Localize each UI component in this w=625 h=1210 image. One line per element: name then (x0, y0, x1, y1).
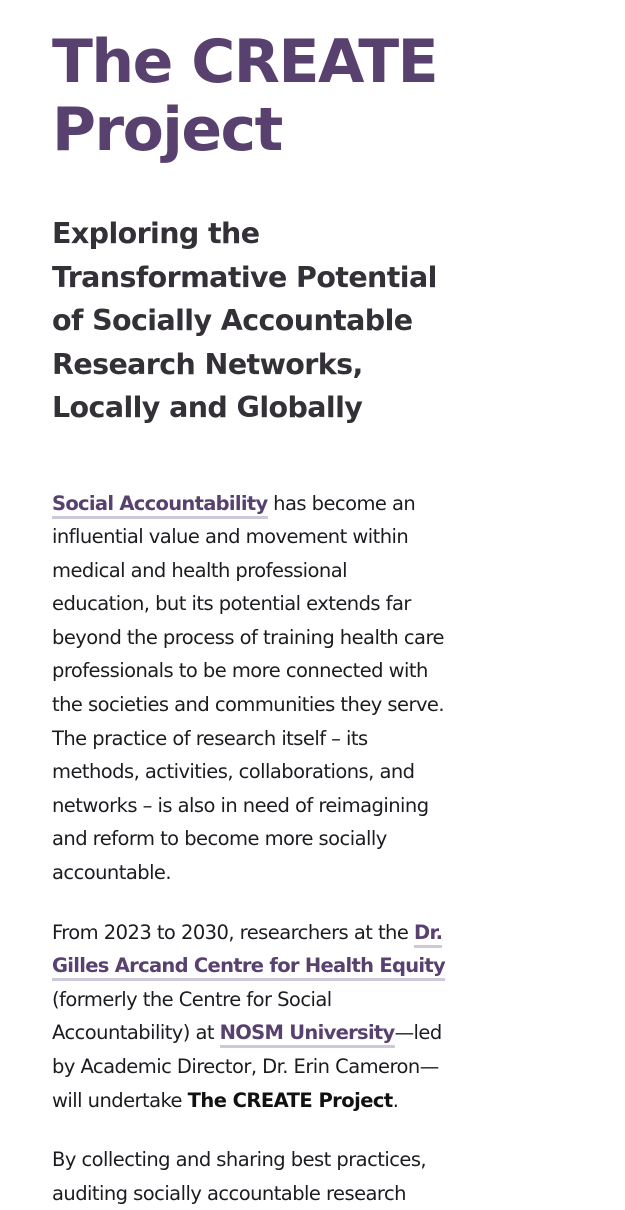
page-title-line: Project (52, 95, 282, 165)
subtitle-line: Research Networks, (52, 347, 363, 381)
page-subtitle (52, 212, 502, 430)
subtitle-line: of Socially Accountable (52, 304, 413, 337)
centre-link[interactable]: Dr. (414, 921, 442, 948)
article (52, 28, 502, 1210)
paragraph-line: accountable. (52, 861, 172, 885)
paragraph-line (52, 949, 502, 983)
text-fragment: will undertake (52, 1088, 188, 1112)
text-fragment: . (392, 1088, 399, 1112)
social-accountability-link[interactable]: Social Accountability (52, 492, 268, 519)
text-fragment: Accountability) at (52, 1021, 220, 1045)
paragraph-line: medical and health professional (52, 558, 347, 582)
nosm-university-link[interactable]: NOSM University (220, 1021, 395, 1048)
paragraph-line: and reform to become more socially (52, 827, 387, 851)
paragraph-line: auditing socially accountable research (52, 1181, 406, 1205)
subtitle-line: Transformative Potential (52, 260, 437, 294)
paragraph-line: influential value and movement within (52, 525, 409, 549)
paragraph-line: education, but its potential extends far (52, 592, 411, 616)
paragraph-line: The practice of research itself – its (52, 726, 368, 750)
text-fragment: From 2023 to 2030, researchers at the (52, 920, 414, 944)
text-fragment: —led (394, 1021, 442, 1045)
project-name: The CREATE Project (187, 1088, 393, 1112)
paragraph-line: methods, activities, collaborations, and (52, 760, 415, 784)
intro-paragraph (52, 487, 502, 890)
page-title (52, 28, 502, 164)
paragraph-line: the societies and communities they serve. (52, 693, 445, 717)
paragraph-line: networks – is also in need of reimagining (52, 793, 429, 817)
paragraph-line: beyond the process of training health care (52, 625, 444, 649)
paragraph-line (52, 1016, 502, 1050)
subtitle-line: Exploring the (52, 217, 260, 250)
paragraph-line (52, 1084, 502, 1118)
subtitle-line: Locally and Globally (52, 391, 363, 424)
paragraph-line (52, 916, 502, 950)
centre-link[interactable]: Gilles Arcand Centre for Health Equity (52, 954, 445, 981)
paragraph-line: professionals to be more connected with (52, 659, 428, 683)
paragraph-line: by Academic Director, Dr. Erin Cameron— (52, 1055, 439, 1078)
paragraph-line (52, 487, 502, 521)
paragraph-line: By collecting and sharing best practices, (52, 1148, 427, 1172)
project-paragraph (52, 916, 502, 1118)
page-title-line: The CREATE (52, 27, 438, 97)
paragraph-line: (formerly the Centre for Social (52, 987, 332, 1011)
text-fragment: has become an (267, 491, 416, 515)
